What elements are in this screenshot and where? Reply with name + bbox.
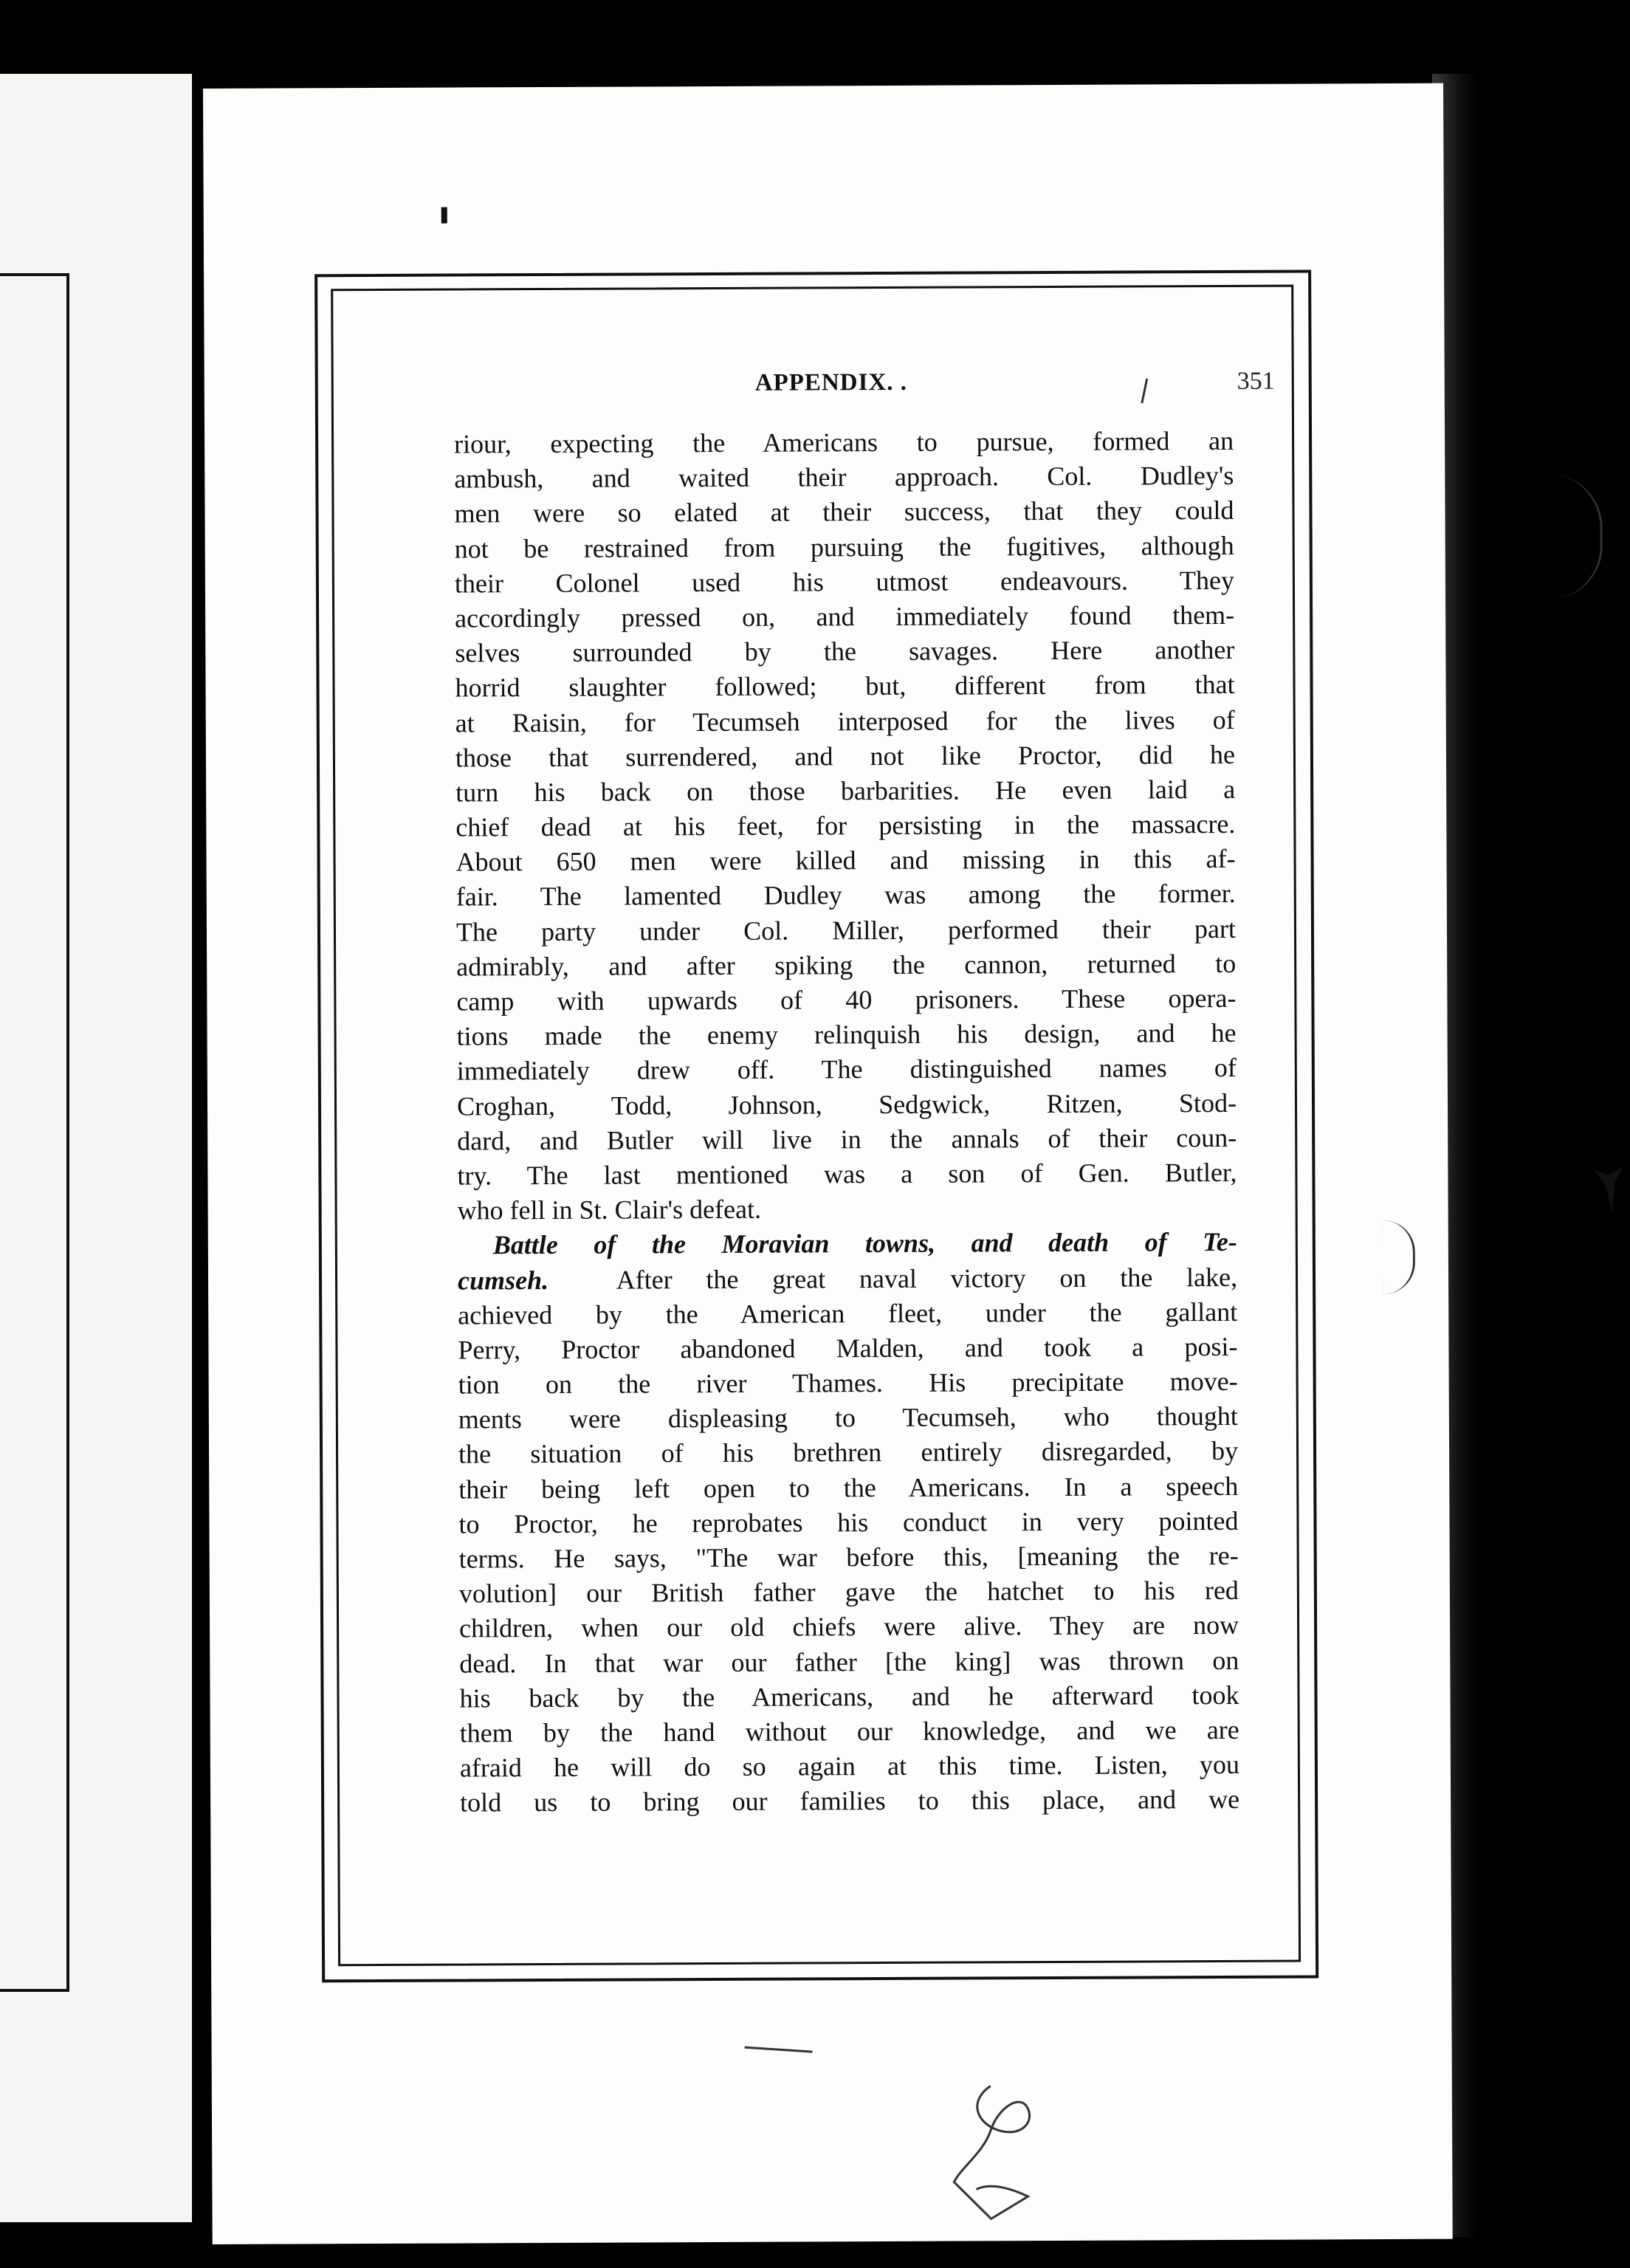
text-line: at Raisin, for Tecumseh interposed for the lives of	[455, 704, 1235, 738]
text-line: to Proctor, he reprobates his conduct in very pointed	[458, 1505, 1239, 1539]
text-line: accordingly pressed on, and immediately found them-	[455, 599, 1235, 633]
running-head	[419, 368, 1275, 423]
text-line: turn his back on those barbarities. He even laid a	[455, 774, 1236, 808]
text-line: not be restrained from pursuing the fugitives, although	[454, 530, 1234, 564]
pencil-scribble-icon	[946, 2078, 1058, 2227]
text-line: riour, expecting the Americans to pursue, formed an	[454, 425, 1234, 459]
pencil-dash-mark	[745, 2047, 813, 2053]
text-line: tion on the river Thames. His precipitate move-	[458, 1366, 1238, 1400]
text-line: About 650 men were killed and missing in this af-	[455, 844, 1236, 877]
text-line: achieved by the American fleet, under the gallant	[458, 1296, 1238, 1330]
text-line: volution] our British father gave the hatchet to his red	[458, 1575, 1239, 1609]
text-line: dead. In that war our father [the king] was thrown on	[459, 1645, 1239, 1679]
text-line: admirably, and after spiking the cannon, returned to	[456, 948, 1237, 982]
text-line: fair. The lamented Dudley was among the former.	[455, 879, 1236, 912]
text-line: immediately drew off. The distinguished names of	[456, 1053, 1237, 1086]
text-line: Perry, Proctor abandoned Malden, and took a posi-	[458, 1331, 1238, 1365]
ink-speck-icon	[434, 205, 456, 227]
text-line: horrid slaughter followed; but, different from that	[455, 670, 1235, 703]
text-line: selves surrounded by the savages. Here another	[455, 635, 1235, 668]
section-heading-end: cumseh.	[457, 1265, 549, 1296]
text-line: them by the hand without our knowledge, and we are	[459, 1714, 1239, 1748]
text-line: Croghan, Todd, Johnson, Sedgwick, Ritzen, Stod-	[456, 1087, 1237, 1121]
ink-blot-icon	[1592, 1165, 1625, 1214]
text-line: tions made the enemy relinquish his design, and he	[456, 1018, 1237, 1051]
text-line: the situation of his brethren entirely disregarded, by	[458, 1436, 1239, 1469]
text-line: who fell in St. Clair's defeat.	[457, 1194, 762, 1226]
text-line: terms. He says, "The war before this, [meaning the re-	[458, 1540, 1239, 1574]
text-line: his back by the Americans, and he afterward took	[459, 1680, 1239, 1714]
running-head-title: APPENDIX. .	[754, 368, 908, 396]
text-line: chief dead at his feet, for persisting in the massacre.	[455, 808, 1236, 842]
text-line: their being left open to the Americans. In a speech	[458, 1471, 1239, 1505]
text-line: dard, and Butler will live in the annals of their coun-	[457, 1122, 1237, 1156]
body-text	[454, 424, 1239, 1821]
text-line: those that surrendered, and not like Proctor, did he	[455, 739, 1236, 773]
text-line: told us to bring our families to this place, and we	[460, 1784, 1240, 1818]
text-line: ments were displeasing to Tecumseh, who thought	[458, 1401, 1238, 1434]
section-first-line	[458, 1260, 1237, 1298]
section-first-line-text: After the great naval victory on the lake,	[616, 1262, 1238, 1295]
text-line: children, when our old chiefs were alive. They are now	[459, 1610, 1239, 1643]
text-line: their Colonel used his utmost endeavours. They	[454, 565, 1235, 599]
pencil-bracket-mark	[1548, 474, 1603, 599]
text-line: afraid he will do so again at this time. Listen, you	[459, 1750, 1240, 1783]
text-line: ambush, and waited their approach. Col. Dudley's	[454, 461, 1234, 494]
page-number: 351	[1237, 367, 1275, 395]
text-line: The party under Col. Miller, performed their part	[455, 913, 1237, 947]
text-line: camp with upwards of 40 prisoners. These opera-	[456, 983, 1237, 1017]
text-line: try. The last mentioned was a son of Gen. Butler,	[457, 1157, 1237, 1191]
left-facing-page	[0, 74, 192, 2222]
book-page	[203, 83, 1453, 2244]
section-heading: Battle of the Moravian towns, and death of Te-	[492, 1227, 1237, 1260]
left-page-frame	[0, 273, 69, 1992]
section-heading-line	[458, 1225, 1237, 1263]
pencil-bracket-mark	[1383, 1220, 1415, 1294]
text-line: men were so elated at their success, that they could	[454, 495, 1234, 529]
